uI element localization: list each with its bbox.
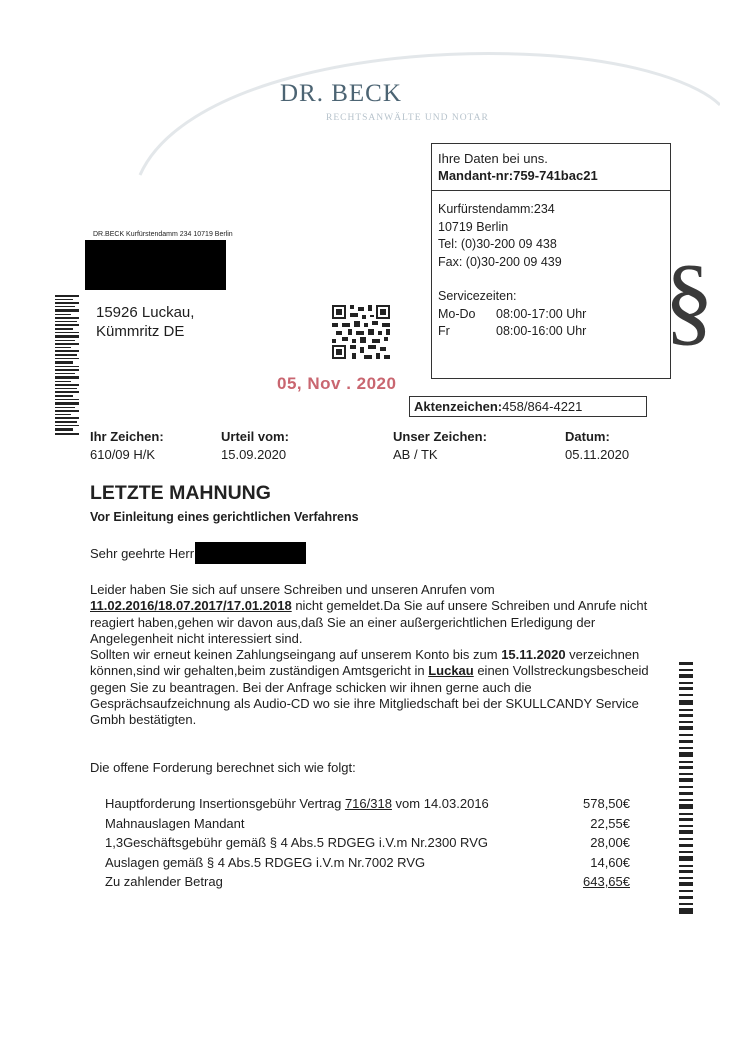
body-paragraph-1: [90, 582, 670, 647]
office-fax: Fax: (0)30-200 09 439: [438, 254, 562, 269]
payment-deadline: 15.11.2020: [501, 647, 566, 663]
letter-subtitle: Vor Einleitung eines gerichtlichen Verfahrens: [90, 510, 359, 524]
service-days: Fr: [438, 324, 450, 338]
body-text: Leider haben Sie sich auf unsere Schreiben und unseren Anrufen vom: [90, 582, 495, 597]
claim-description: Mahnauslagen Mandant: [105, 815, 245, 831]
contract-number: 716/318: [344, 796, 392, 811]
service-time: 08:00-17:00 Uhr: [496, 306, 587, 321]
reference-value: 15.09.2020: [221, 447, 287, 462]
office-city: 10719 Berlin: [438, 219, 509, 234]
client-data-box: [431, 143, 671, 191]
service-hours-row: [438, 323, 664, 341]
firm-subtitle: RECHTSANWÄLTE UND NOTAR: [326, 113, 489, 123]
reference-value: 05.11.2020: [565, 447, 630, 462]
total-row: [105, 872, 630, 892]
recipient-city: 15926 Luckau,: [96, 304, 195, 321]
letter-body: [90, 582, 670, 729]
body-text: nicht gemeldet.Da Sie auf unsere Schreiben und Anrufe nicht reagiert haben,gehen wir davon aus,daß Sie an einer außergerichtlichen Erledigung der Angelegenheit nicht interessiert sind.: [90, 598, 648, 646]
file-reference-label: Aktenzeichen:: [414, 399, 503, 414]
claim-amount: 14,60€: [590, 854, 630, 870]
claim-row: [105, 853, 630, 873]
reference-value: AB / TK: [393, 447, 438, 462]
client-box-heading: Ihre Daten bei uns.: [438, 151, 548, 166]
reference-your-sign: [90, 428, 164, 464]
salutation: Sehr geehrte Herr: [90, 546, 195, 561]
body-paragraph-2: [90, 647, 670, 728]
claim-amount: 28,00€: [590, 835, 630, 850]
claim-description: [105, 794, 489, 814]
service-hours-label: Servicezeiten:: [438, 289, 517, 303]
claims-table: [105, 794, 630, 892]
redacted-recipient-name: [195, 542, 306, 564]
office-street: Kurfürstendamm:234: [438, 202, 555, 216]
reference-judgment-date: [221, 428, 289, 464]
claim-description: Auslagen gemäß § 4 Abs.5 RDGEG i.V.m Nr.7002 RVG: [105, 854, 426, 870]
claim-row: [105, 814, 630, 834]
contact-dates: 11.02.2016/18.07.2017/17.01.2018: [90, 598, 292, 614]
service-time: 08:00-16:00 Uhr: [496, 324, 587, 338]
recipient-address: [96, 303, 194, 341]
file-reference-value: 458/864-4221: [502, 399, 583, 414]
redacted-name: [85, 240, 226, 290]
body-text: einen Vollstreckungsbescheid gegen Sie zu beantragen. Bei der Anfrage schicken wir ihnen gerne auch die Gesprächsaufzeichnung als Audio-CD wo sie ihre Mitgliedschaft bei der SKULLCANDY Service Gmbh bestätigten.: [90, 663, 649, 728]
paragraph-symbol-icon: §: [664, 244, 714, 355]
claim-row: [105, 833, 630, 853]
claim-text: vom 14.03.2016: [391, 796, 489, 811]
claim-amount: 22,55€: [590, 815, 630, 831]
file-reference-box: [409, 396, 647, 417]
office-tel: Tel: (0)30-200 09 438: [438, 237, 557, 251]
reference-label: Ihr Zeichen:: [90, 429, 164, 444]
barcode-left: [55, 295, 79, 435]
qr-code: [332, 305, 390, 359]
recipient-locality: Kümmritz DE: [96, 323, 185, 340]
reference-our-sign: [393, 428, 487, 464]
service-hours-row: [438, 306, 664, 324]
barcode-right: [679, 662, 693, 914]
body-text: Sollten wir erneut keinen Zahlungseingang auf unserem Konto bis zum: [90, 647, 502, 663]
reference-label: Datum:: [565, 429, 610, 444]
claim-text: Hauptforderung Insertionsgebühr Vertrag: [105, 796, 345, 811]
claims-intro: Die offene Forderung berechnet sich wie folgt:: [90, 760, 356, 775]
date-stamp: 05, Nov . 2020: [277, 374, 397, 393]
sender-return-address: DR.BECK Kurfürstendamm 234 10719 Berlin: [93, 231, 233, 238]
claim-description: 1,3Geschäftsgebühr gemäß § 4 Abs.5 RDGEG i.V.m Nr.2300 RVG: [105, 835, 488, 850]
body-text: verzeichnen können,sind wir gehalten,beim zuständigen Amtsgericht in: [90, 647, 640, 679]
claim-amount: 578,50€: [583, 796, 630, 811]
firm-name: DR. BECK: [280, 80, 402, 107]
letter-title: LETZTE MAHNUNG: [90, 482, 271, 504]
claim-row: [105, 794, 630, 814]
court-location: Luckau: [428, 663, 474, 679]
reference-label: Unser Zeichen:: [393, 429, 487, 444]
reference-date: [565, 428, 629, 464]
reference-label: Urteil vom:: [221, 429, 289, 444]
client-number: Mandant-nr:759-741bac21: [438, 168, 598, 183]
reference-value: 610/09 H/K: [90, 447, 156, 462]
office-info-box: [431, 191, 671, 379]
total-label: Zu zahlender Betrag: [105, 874, 223, 889]
total-amount: 643,65€: [583, 874, 630, 889]
service-days: Mo-Do: [438, 306, 476, 321]
